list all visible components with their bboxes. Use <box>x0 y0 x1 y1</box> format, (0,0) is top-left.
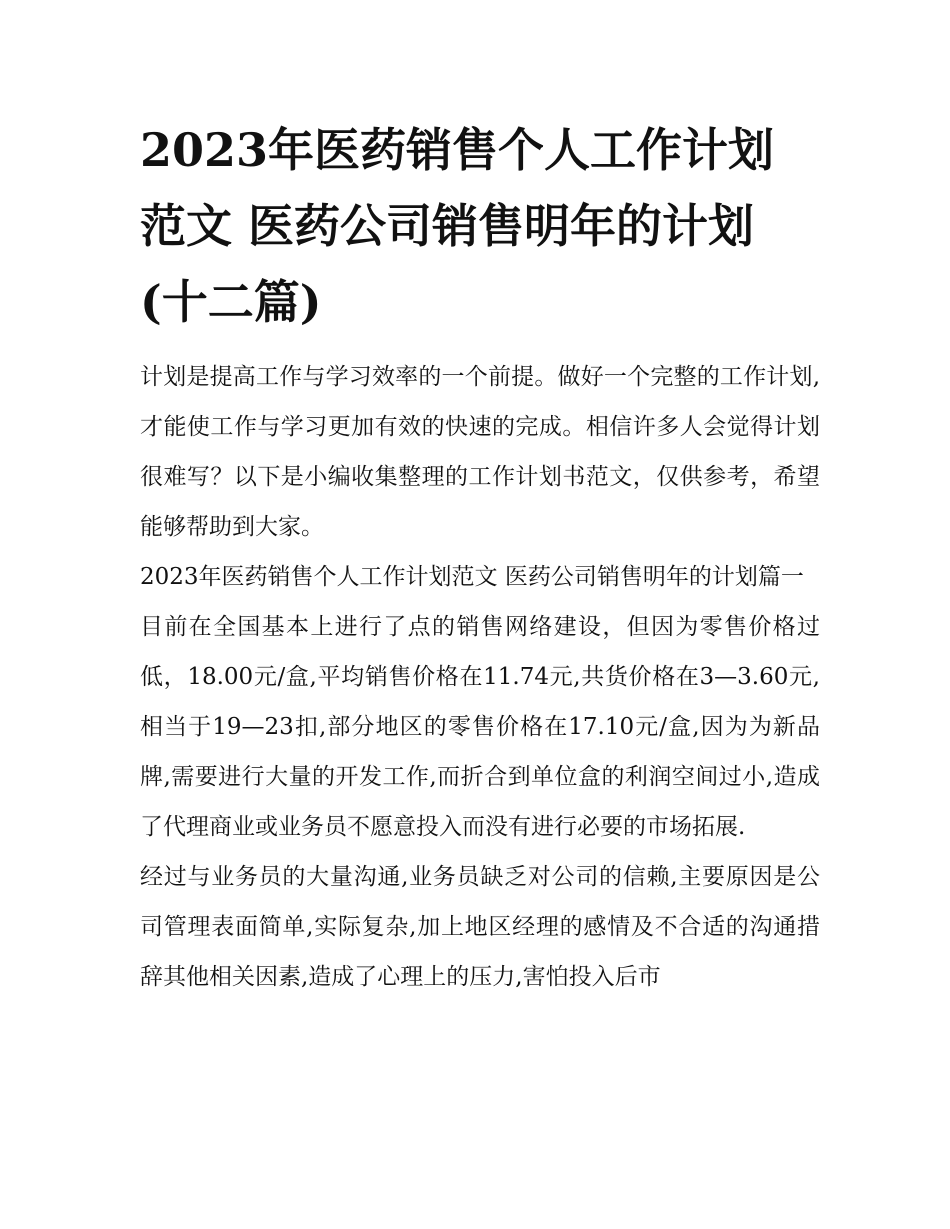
document-page <box>140 112 820 1002</box>
section-heading: 2023年医药销售个人工作计划范文 医药公司销售明年的计划篇一 <box>140 564 804 590</box>
body-paragraph-2: 经过与业务员的大量沟通,业务员缺乏对公司的信赖,主要原因是公司管理表面简单,实际复杂,加上地区经理的感情及不合适的沟通措辞其他相关因素,造成了心理上的压力,害怕投入后市 <box>140 864 820 990</box>
document-title: 2023年医药销售个人工作计划范文 医药公司销售明年的计划(十二篇) <box>140 123 775 329</box>
intro-paragraph: 计划是提高工作与学习效率的一个前提。做好一个完整的工作计划,才能使工作与学习更加有效的快速的完成。相信许多人会觉得计划很难写？以下是小编收集整理的工作计划书范文，仅供参考，希望能够帮助到大家。 <box>140 364 820 540</box>
body-paragraph-1: 目前在全国基本上进行了点的销售网络建设，但因为零售价格过低，18.00元/盒,平均销售价格在11.74元,共货价格在3—3.60元,相当于19—23扣,部分地区的零售价格在17.10元/盒,因为为新品牌,需要进行大量的开发工作,而折合到单位盒的利润空间过小,造成了代理商业或业务员不愿意投入而没有进行必要的市场拓展. <box>140 614 820 840</box>
